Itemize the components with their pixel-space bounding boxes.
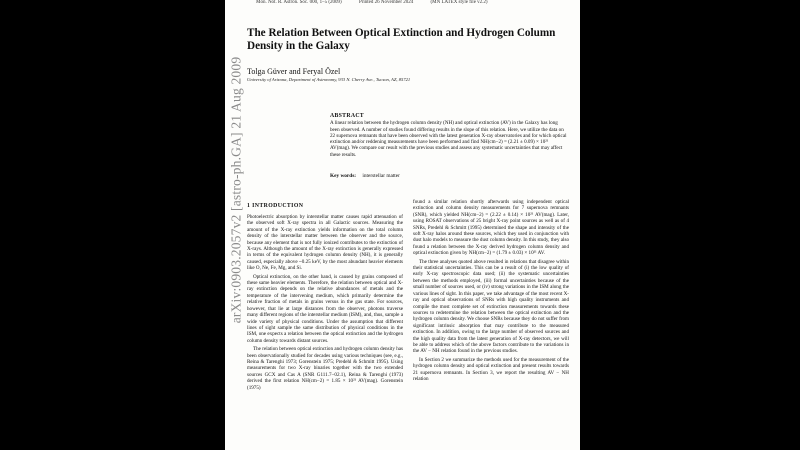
abstract-text: A linear relation between the hydrogen column density (NH) and optical extinction (AV) in the Galaxy has long been observed. A number of studies found differing results in the slope of this relation. Here, we utilize the data on 22 supernova remnants that have been observed with the latest generation X-ray observatories and for which optical extinction and/or reddening measurements have been performed and find NH(cm−2) = (2.21 ± 0.09) × 10²¹ AV(mag). We compare our result with the previous studies and assess any systematic uncertainties that may affect these results. <box>330 120 567 158</box>
left-column <box>247 214 403 393</box>
keywords-line <box>330 173 400 179</box>
paragraph: Optical extinction, on the other hand, is caused by grains composed of these same heavier elements. Therefore, the relation between optical and X-ray extinction depends on the relative abundances of metals and the temperature of the intervening medium, which primarily determine the relative fraction of metals in grains versus in the gas state. For sources, however, that lie at large distances from the observer, photons traverse many different regions of the interstellar medium (ISM), and, thus, sample a wide variety of physical conditions. Under the assumption that different lines of sight sample the same distribution of physical conditions in the ISM, one expects a relation between the optical extinction and the hydrogen column density towards distant sources. <box>247 273 403 344</box>
paragraph: In Section 2 we summarize the methods used for the measurement of the hydrogen column density and optical extinction and present results towards 21 supernova remnants. In Section 3, we report the resulting AV − NH relation <box>413 356 569 382</box>
keywords-label: Key words: <box>330 173 357 179</box>
paragraph: found a similar relation shortly afterwards using independent optical extinction and column density measurements for 7 supernova remnants (SNR), which yielded NH(cm−2) = (2.22 ± 0.14) × 10²¹ AV(mag). Later, using ROSAT observations of 25 bright X-ray point sources as well as of 4 SNRs, Predehl & Schmitt (1995) determined the shape and intensity of the soft X-ray halos around these sources, which they used in conjunction with dust halo models to measure the dust column density. In this study, they also found a relation between the X-ray derived hydrogen column density and optical extinction given by NH(cm−2) = (1.79 ± 0.03) × 10²¹ AV. <box>413 199 569 257</box>
author-affiliation: University of Arizona, Department of Astronomy, 933 N. Cherry Ave., Tucson, AZ, 85721 <box>247 77 411 82</box>
journal-citation: Mon. Not. R. Astron. Soc. 000, 1–5 (2009) <box>256 0 342 5</box>
paper-title: The Relation Between Optical Extinction and Hydrogen Column Density in the Galaxy <box>247 27 556 52</box>
paper-authors: Tolga Güver and Feryal Özel <box>247 67 341 76</box>
section-heading: 1 INTRODUCTION <box>247 203 304 209</box>
arxiv-identifier: arXiv:0903.2057v2 [astro-ph.GA] 21 Aug 2009 <box>228 56 244 324</box>
running-header <box>256 0 576 5</box>
keywords-value: interstellar matter <box>362 173 400 179</box>
right-column <box>413 199 569 384</box>
style-note: (MN LATEX style file v2.2) <box>430 0 488 5</box>
abstract-heading: ABSTRACT <box>330 113 364 119</box>
paragraph: The three analyses quoted above resulted in relations that disagree within their statistical uncertainties. This can be a result of (i) the low quality of early X-ray spectroscopic data used; (ii) the systematic uncertainties between the methods employed, (iii) formal uncertainties because of the small number of sources used, or (iv) strong variations in the ISM along the various lines of sight. In this paper, we take advantage of the most recent X-ray and optical observations of SNRs with high quality instruments and compile the most complete set of extinction measurements towards these sources to redetermine the relation between the optical extinction and the hydrogen column density. We choose SNRs because they do not suffer from significant intrinsic absorption that may contribute to the measured extinction. In addition, owing to the large number of observed sources and the high quality data from the latest generation of X-ray detectors, we will be able to address which of the above factors contribute to the variations in the AV − NH relation found in the previous studies. <box>413 258 569 355</box>
arxiv-side-stamp <box>226 56 246 324</box>
paragraph: The relation between optical extinction and hydrogen column density has been observationally studied for decades using various techniques (see, e.g., Reina & Tarenghi 1973; Gorenstein 1975; Predehl & Schmitt 1995). Using measurements for two X-ray binaries together with the two extended sources GCX and Cas A (SNR G111.7−02.1), Reina & Tarenghi (1973) derived the first relation NH(cm−2) = 1.85 × 10²¹ AV(mag). Gorenstein (1975) <box>247 346 403 391</box>
paragraph: Photoelectric absorption by interstellar matter causes rapid attenuation of the observed soft X-ray spectra in all Galactic sources. Measuring the amount of the X-ray extinction yields information on the total column density of the interstellar matter between the observer and the source, because any element that is not fully ionized contributes to the extinction of X-rays. Although the amount of the X-ray extinction is generally expressed in terms of the equivalent hydrogen column density (NH), it is generally caused, especially above ~0.25 keV, by the most abundant heavier elements like O, Ne, Fe, Mg, and Si. <box>247 214 403 272</box>
print-date: Printed 26 November 2024 <box>358 0 414 5</box>
abstract-section <box>330 113 568 158</box>
